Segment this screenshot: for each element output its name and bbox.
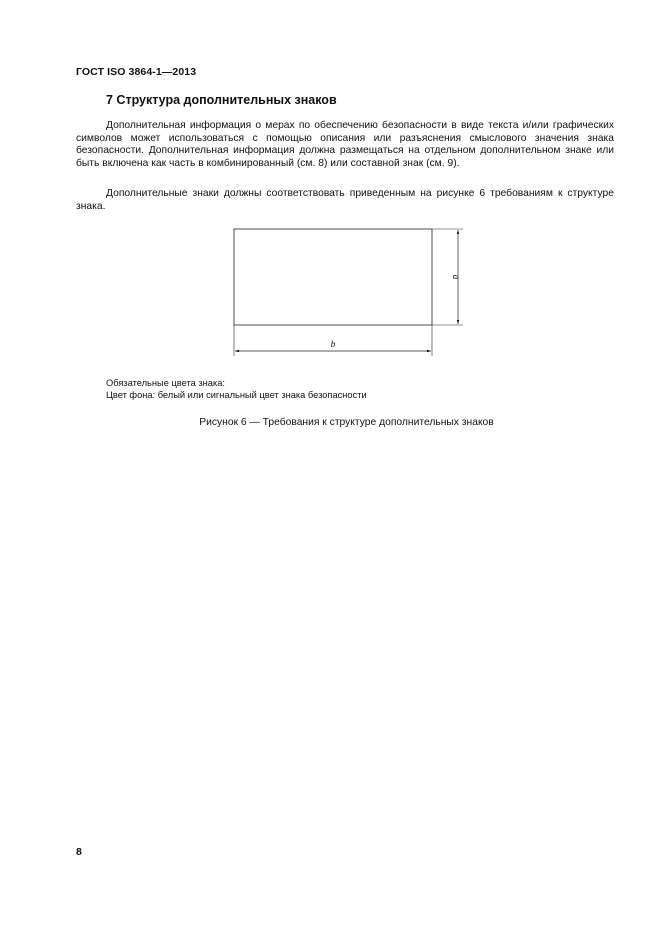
- figure-note-1: Обязательные цвета знака:: [106, 378, 225, 388]
- figure-note-2: Цвет фона: белый или сигнальный цвет знака безопасности: [106, 390, 367, 400]
- dimension-label-b: b: [330, 339, 336, 349]
- figure-caption: [0, 417, 661, 428]
- sign-outline: [234, 229, 432, 325]
- paragraph-2-text: Дополнительные знаки должны соответствовать приведенным на рисунке 6 требованиям к структуре знака.: [76, 188, 614, 212]
- figure-caption-text: Рисунок 6 — Требования к структуре дополнительных знаков: [199, 417, 494, 428]
- section-title: 7 Структура дополнительных знаков: [106, 93, 337, 107]
- paragraph-1-text: Дополнительная информация о мерах по обеспечению безопасности в виде текста и/или графических символов может использоваться с помощью описания или разъяснения смыслового значения знака безопасности. Дополнительная информация должна размещаться на отдельном дополнительном знаке или быть включена как часть в комбинированный (см. 8) или составной знак (см. 9).: [76, 120, 614, 170]
- dimension-label-a: a: [451, 274, 461, 280]
- document-header: ГОСТ ISO 3864-1—2013: [76, 66, 197, 78]
- page-number: 8: [76, 846, 82, 858]
